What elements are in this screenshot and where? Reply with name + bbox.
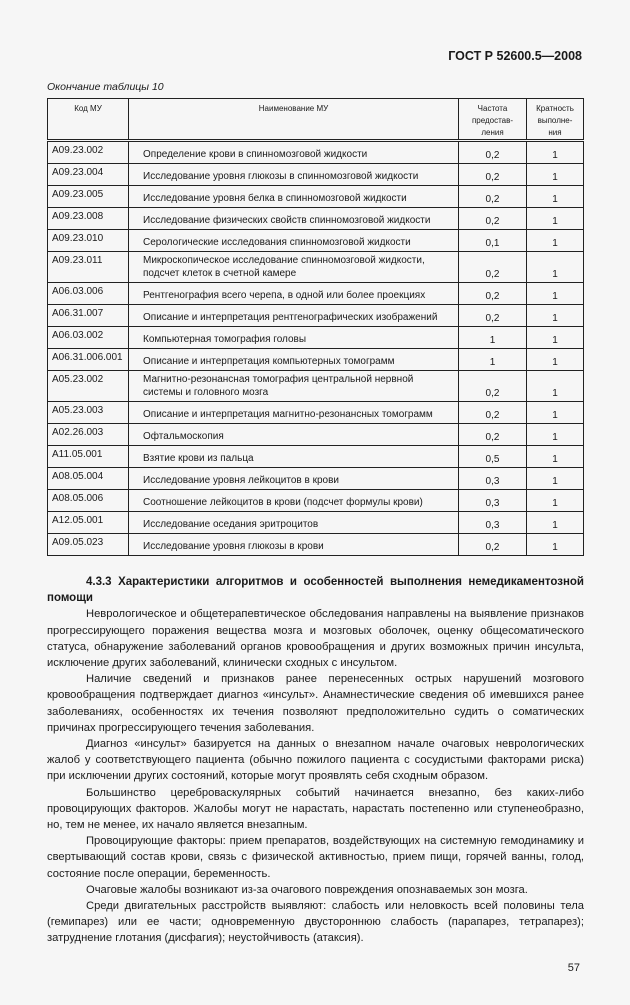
paragraph: Провоцирующие факторы: прием препаратов, воздействующих на системную гемодинамику и свертывающий состав крови, связь с физической активностью, прием пищи, горячей ванны, голод, состояние после операции, беременность. <box>47 835 584 880</box>
cell-frequency: 0,3 <box>459 468 527 490</box>
paragraph: Среди двигательных расстройств выявляют: слабость или неловкость всей половины тела (гемипарез) или ее части; одновременную двустороннюю слабость (парапарез, тетрапарез); затруднение глотания (дисфагия); неустойчивость (атаксия). <box>47 900 584 945</box>
cell-name: Компьютерная томография головы <box>129 327 459 349</box>
cell-multiplicity: 1 <box>527 371 584 402</box>
cell-code: A08.05.006 <box>48 490 129 512</box>
cell-multiplicity: 1 <box>527 141 584 164</box>
cell-frequency: 0,2 <box>459 164 527 186</box>
cell-name: Описание и интерпретация магнитно-резонансных томограмм <box>129 402 459 424</box>
cell-code: A02.26.003 <box>48 424 129 446</box>
cell-name: Определение крови в спинномозговой жидкости <box>129 141 459 164</box>
cell-name: Описание и интерпретация компьютерных томограмм <box>129 349 459 371</box>
cell-code: A09.23.005 <box>48 186 129 208</box>
cell-name: Описание и интерпретация рентгенографических изображений <box>129 305 459 327</box>
cell-frequency: 1 <box>459 327 527 349</box>
table-row <box>48 208 584 230</box>
table-row <box>48 141 584 164</box>
col-frequency: Частота предостав-ления <box>459 99 527 141</box>
cell-frequency: 0,5 <box>459 446 527 468</box>
cell-frequency: 1 <box>459 349 527 371</box>
table-row <box>48 446 584 468</box>
services-table <box>47 98 584 556</box>
cell-name: Исследование уровня глюкозы в крови <box>129 534 459 556</box>
table-caption: Окончание таблицы 10 <box>47 81 164 93</box>
section-heading: 4.3.3 Характеристики алгоритмов и особенностей выполнения немедикаментозной помощи <box>47 576 584 605</box>
table-row <box>48 164 584 186</box>
cell-frequency: 0,2 <box>459 305 527 327</box>
table-row <box>48 490 584 512</box>
cell-multiplicity: 1 <box>527 164 584 186</box>
table-row <box>48 349 584 371</box>
cell-multiplicity: 1 <box>527 424 584 446</box>
cell-frequency: 0,1 <box>459 230 527 252</box>
paragraph: Очаговые жалобы возникают из-за очагового повреждения опознаваемых зон мозга. <box>86 883 528 896</box>
paragraph: Большинство цереброваскулярных событий начинается внезапно, без каких-либо провоцирующих факторов. Жалобы могут не нарастать, нарастать постепенно или ступенеобразно, но, тем не менее, их начало является внезапным. <box>47 786 584 832</box>
cell-code: A09.23.004 <box>48 164 129 186</box>
table-row <box>48 186 584 208</box>
cell-code: A06.31.007 <box>48 305 129 327</box>
col-name: Наименование МУ <box>129 99 459 141</box>
cell-multiplicity: 1 <box>527 327 584 349</box>
cell-name: Исследование уровня глюкозы в спинномозговой жидкости <box>129 164 459 186</box>
cell-multiplicity: 1 <box>527 186 584 208</box>
cell-name: Исследование физических свойств спинномозговой жидкости <box>129 208 459 230</box>
cell-code: A05.23.003 <box>48 402 129 424</box>
cell-frequency: 0,3 <box>459 512 527 534</box>
cell-code: A09.23.010 <box>48 230 129 252</box>
document-header: ГОСТ Р 52600.5—2008 <box>448 49 582 63</box>
col-code: Код МУ <box>48 99 129 141</box>
cell-frequency: 0,2 <box>459 424 527 446</box>
cell-name: Магнитно-резонансная томография центральной нервной системы и головного мозга <box>129 371 459 402</box>
table-body <box>48 141 584 556</box>
cell-code: A09.05.023 <box>48 534 129 556</box>
paragraph: Наличие сведений и признаков ранее перенесенных острых нарушений мозгового кровообращения подтверждает диагноз «инсульт». Анамнестические сведения об имевшихся ранее заболеваниях, особенностях их течения позволяют предположительно судить о соматических причинах прогрессирующего течения заболевания. <box>47 673 584 734</box>
cell-frequency: 0,2 <box>459 283 527 305</box>
table-row <box>48 512 584 534</box>
cell-name: Взятие крови из пальца <box>129 446 459 468</box>
cell-frequency: 0,2 <box>459 141 527 164</box>
cell-frequency: 0,2 <box>459 371 527 402</box>
cell-frequency: 0,2 <box>459 252 527 283</box>
table-row <box>48 402 584 424</box>
table-row <box>48 468 584 490</box>
cell-multiplicity: 1 <box>527 252 584 283</box>
cell-frequency: 0,2 <box>459 402 527 424</box>
cell-name: Исследование оседания эритроцитов <box>129 512 459 534</box>
paragraph: Неврологическое и общетерапевтическое обследования направлены на выявление признаков прогрессирующего поражения вещества мозга и мозговых оболочек, оценку общесоматического статуса, обнаружение заболеваний органов кровообращения и других возможных причин инсульта, исключение других заболеваний, клинически сходных с инсультом. <box>47 608 584 670</box>
table-row <box>48 534 584 556</box>
cell-multiplicity: 1 <box>527 534 584 556</box>
cell-frequency: 0,2 <box>459 186 527 208</box>
table-row <box>48 305 584 327</box>
cell-name: Серологические исследования спинномозговой жидкости <box>129 230 459 252</box>
cell-multiplicity: 1 <box>527 349 584 371</box>
cell-frequency: 0,2 <box>459 534 527 556</box>
cell-code: A09.23.002 <box>48 141 129 164</box>
cell-code: A11.05.001 <box>48 446 129 468</box>
cell-multiplicity: 1 <box>527 305 584 327</box>
cell-code: A05.23.002 <box>48 371 129 402</box>
cell-name: Исследование уровня лейкоцитов в крови <box>129 468 459 490</box>
cell-code: A08.05.004 <box>48 468 129 490</box>
table-row <box>48 424 584 446</box>
cell-multiplicity: 1 <box>527 490 584 512</box>
cell-multiplicity: 1 <box>527 468 584 490</box>
cell-multiplicity: 1 <box>527 283 584 305</box>
cell-multiplicity: 1 <box>527 512 584 534</box>
page-number: 57 <box>567 961 580 974</box>
paragraph: Диагноз «инсульт» базируется на данных о внезапном начале очаговых неврологических жалоб у соответствующего пациента (обычно пожилого пациента с сосудистыми факторами риска) при исключении других состояний, которые могут проявлять себя сходным образом. <box>47 738 584 783</box>
cell-multiplicity: 1 <box>527 446 584 468</box>
table-row <box>48 283 584 305</box>
cell-name: Исследование уровня белка в спинномозговой жидкости <box>129 186 459 208</box>
cell-multiplicity: 1 <box>527 208 584 230</box>
table-row <box>48 252 584 283</box>
cell-code: A09.23.011 <box>48 252 129 283</box>
cell-name: Рентгенография всего черепа, в одной или более проекциях <box>129 283 459 305</box>
table-header-row <box>48 99 584 141</box>
cell-multiplicity: 1 <box>527 402 584 424</box>
cell-name: Микроскопическое исследование спинномозговой жидкости, подсчет клеток в счетной камере <box>129 252 459 283</box>
col-multiplicity: Кратность выполне-ния <box>527 99 584 141</box>
section-body <box>47 574 584 947</box>
cell-code: A09.23.008 <box>48 208 129 230</box>
cell-code: A06.31.006.001 <box>48 349 129 371</box>
cell-code: A12.05.001 <box>48 512 129 534</box>
table-row <box>48 327 584 349</box>
table-row <box>48 371 584 402</box>
cell-frequency: 0,3 <box>459 490 527 512</box>
cell-frequency: 0,2 <box>459 208 527 230</box>
cell-code: A06.03.002 <box>48 327 129 349</box>
cell-name: Офтальмоскопия <box>129 424 459 446</box>
cell-name: Соотношение лейкоцитов в крови (подсчет формулы крови) <box>129 490 459 512</box>
cell-code: A06.03.006 <box>48 283 129 305</box>
table-row <box>48 230 584 252</box>
cell-multiplicity: 1 <box>527 230 584 252</box>
